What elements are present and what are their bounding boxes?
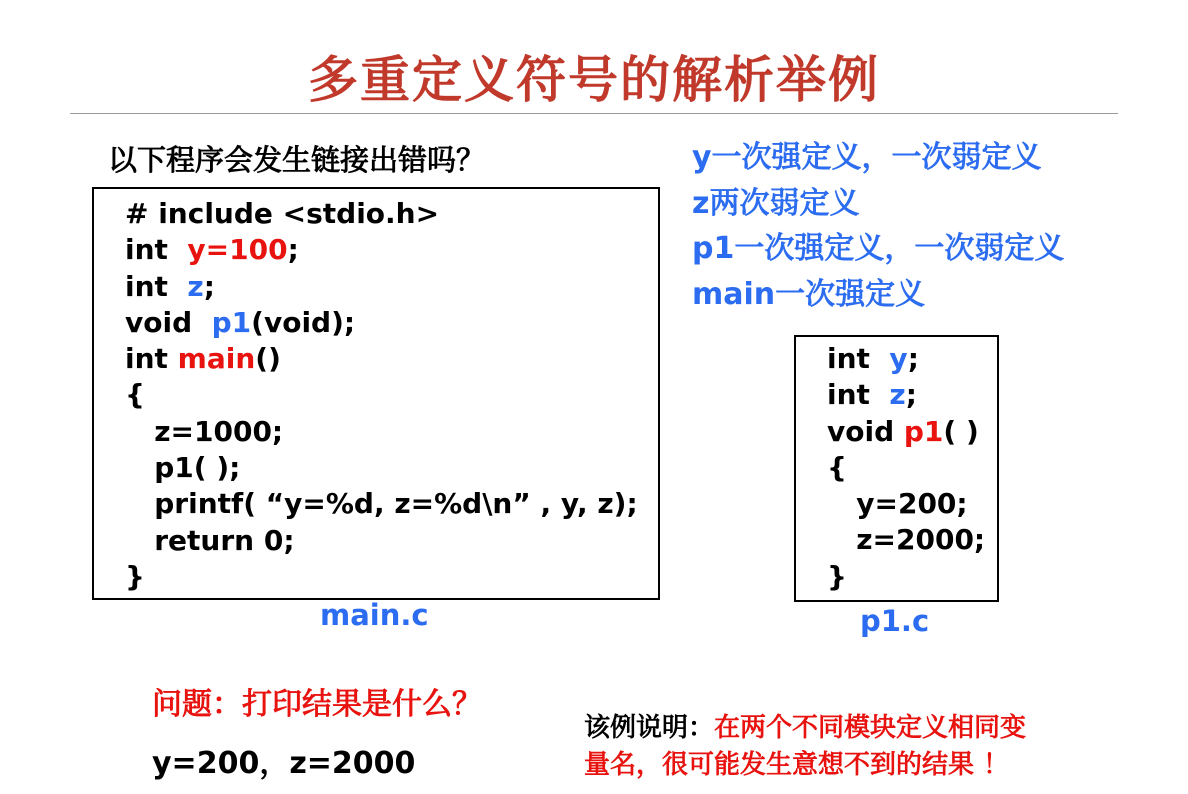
p1-c-code-line [827, 559, 985, 595]
main-c-code-line [125, 232, 638, 268]
main-c-code-box [92, 187, 660, 600]
p1-c-code-line [827, 414, 985, 450]
p1-c-code-line [827, 377, 985, 413]
p1-c-code-token: ; [905, 378, 917, 412]
conclusion-note [584, 710, 1026, 784]
slide-title: 多重定义符号的解析举例 [308, 51, 880, 109]
main-c-code [125, 196, 638, 595]
main-c-code-token: p1( ); [125, 451, 241, 485]
conclusion-text: 在两个不同模块定义相同变 [714, 713, 1027, 743]
p1-c-code-token: ( ) [943, 414, 979, 448]
main-c-code-token: printf( “y=%d, z=%d\n” , y, z); [125, 487, 638, 521]
conclusion-line-1 [584, 710, 1026, 747]
main-c-code-line [125, 559, 638, 595]
p1-c-code-token: } [827, 559, 847, 593]
main-c-code-token: y=100 [187, 233, 288, 267]
p1-c-code-box [794, 335, 999, 602]
conclusion-prefix: 该例说明： [584, 713, 715, 743]
title-divider [70, 113, 1118, 114]
explanation-line: z两次弱定义 [692, 185, 860, 221]
main-c-code-token: z=1000; [125, 414, 284, 448]
main-c-code-line [125, 414, 638, 450]
print-result-answer: y=200，z=2000 [152, 746, 416, 781]
p1-c-code-token: { [827, 450, 847, 484]
main-c-code-token: int [125, 269, 188, 303]
main-c-code-token: z [187, 269, 204, 303]
main-c-code-token: int [125, 342, 178, 376]
main-c-code-line [125, 377, 638, 413]
explanation-list [692, 135, 1064, 317]
main-c-code-token: } [125, 559, 145, 593]
p1-c-code-token: void [827, 414, 904, 448]
print-result-question: 问题：打印结果是什么？ [152, 687, 482, 722]
p1-c-code-token: ; [907, 342, 919, 375]
p1-c-code-token: p1 [903, 414, 944, 448]
main-c-code-token: p1 [211, 305, 252, 339]
main-c-code-token: # include <stdio.h> [125, 197, 440, 230]
p1-c-code-line [827, 486, 985, 522]
p1-c-code-token: int [827, 342, 890, 375]
p1-c-code-token: int [827, 378, 890, 412]
p1-c-code-token: z=2000; [827, 523, 986, 557]
main-c-caption: main.c [320, 598, 429, 632]
main-c-code-line [125, 450, 638, 486]
main-c-code-token: ; [287, 233, 299, 267]
p1-c-code-token: y=200; [827, 487, 968, 521]
main-c-code-token: void [125, 305, 212, 339]
main-c-code-line [125, 305, 638, 341]
main-c-code-token: int [125, 233, 188, 267]
explanation-line: p1一次强定义，一次弱定义 [692, 231, 1065, 266]
question-heading: 以下程序会发生链接出错吗？ [108, 143, 486, 177]
main-c-code-line [125, 486, 638, 522]
p1-c-code-line [827, 450, 985, 486]
p1-c-code-token: z [889, 378, 906, 412]
main-c-code-token: return 0; [125, 523, 295, 557]
explanation-line: y一次强定义，一次弱定义 [692, 140, 1042, 175]
main-c-code-line [125, 269, 638, 305]
explanation-line: main一次强定义 [692, 276, 926, 312]
p1-c-code-line [827, 522, 985, 558]
main-c-code-token: main [177, 342, 256, 376]
p1-c-code-line [827, 341, 985, 377]
main-c-code-token: () [255, 342, 281, 376]
conclusion-line-2: 量名，很可能发生意想不到的结果 ！ [584, 750, 1010, 780]
p1-c-code [827, 341, 985, 595]
main-c-code-line [125, 196, 638, 232]
main-c-code-token: ; [203, 269, 215, 303]
main-c-code-token: { [125, 378, 145, 412]
main-c-code-line [125, 523, 638, 559]
main-c-code-line [125, 341, 638, 377]
p1-c-code-token: y [889, 342, 908, 375]
main-c-code-token: (void); [251, 305, 356, 339]
p1-c-caption: p1.c [860, 604, 930, 638]
